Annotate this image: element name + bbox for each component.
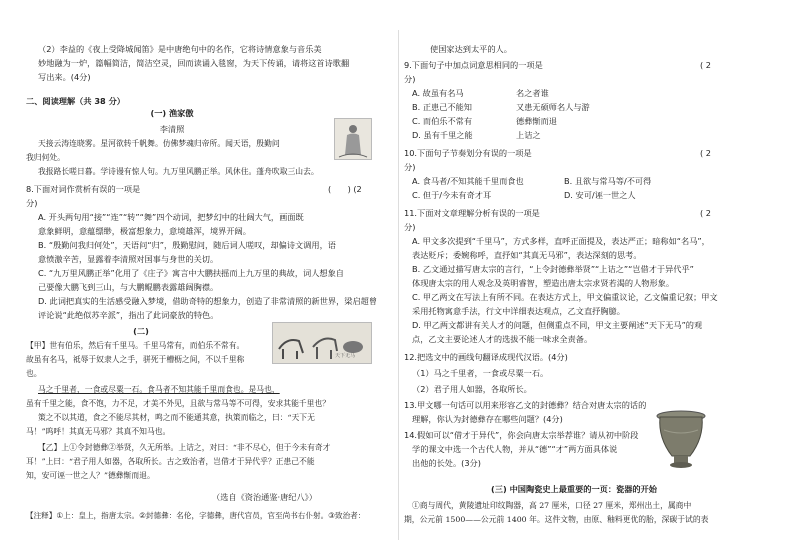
q10-score: ( 2 <box>700 148 712 158</box>
q9-score-cont: 分) <box>404 74 416 84</box>
poem-line2: 我归何处。 <box>26 153 65 162</box>
passage-a-p2-line2: 虽有千里之能，食不饱，力不足，才美不外见，且欲与常马等不可得，安求其能千里也？ <box>26 399 331 408</box>
sub2-heading: (二) <box>133 326 149 336</box>
poem-line1: 天接云涛连晓雾。星河欲转千帆舞。仿佛梦魂归帝所。闻天语，殷勤问 <box>38 139 280 148</box>
note-continuation: 使国家达到太平的人。 <box>430 44 512 54</box>
passage-a-p1-line2: 故虽有名马，祗辱于奴隶人之手，骈死于槽枥之间，不以千里称 <box>26 355 245 364</box>
q8-option-d-line2: 评论说“此绝似苏辛派”，指出了此词豪放的特色。 <box>38 310 219 320</box>
q11-option-b-line2: 体现唐太宗的用人观念及英明睿智，塑造出唐太宗求贤若渴的人物形象。 <box>412 278 675 288</box>
q11-score: ( 2 <box>700 208 712 218</box>
poem-line3: 我报路长嗟日暮。学诗谩有惊人句。九万里风鹏正举。风休住。蓬舟吹取三山去。 <box>38 167 319 176</box>
passage-a-p1-line3: 也。 <box>26 369 42 378</box>
q8-score-cont: 分) <box>26 198 38 208</box>
q12-item1: （1）马之千里者，一食或尽粟一石。 <box>412 368 549 378</box>
q10-option-c: C. 但于/今未有奇才耳 <box>412 190 492 200</box>
passage-b-line2: 耳！”上曰：“君子用人如器，各取所长。古之致治者，岂借才于异代乎？正患己不能 <box>26 457 315 466</box>
passage-a-p1-line1: 【甲】世有伯乐，然后有千里马。千里马常有，而伯乐不常有。 <box>26 341 245 350</box>
passage-b-line1: 【乙】上①令封德彝②举贤，久无所举。上诘之，对曰：“非不尽心，但于今未有奇才 <box>38 443 331 452</box>
q10-option-d: D. 安可/诬一世之人 <box>564 190 636 200</box>
sub3-heading: (三) 中国陶瓷史上最重要的一页：瓷器的开始 <box>491 484 657 494</box>
passage-a-p2-line3: 策之不以其道，食之不能尽其材，鸣之而不能通其意，执策而临之，曰：“天下无 <box>38 413 315 422</box>
q13-line1: 13.甲文哪一句话可以用来形容乙文的封德彝？结合对唐太宗的话的 <box>404 400 647 410</box>
q10-option-b: B. 且欲与常马等/不可得 <box>564 176 652 186</box>
q9-option-c-left: C. 而伯乐不常有 <box>412 116 473 126</box>
q8-option-b-line1: B. “殷勤问我归何处”，天语问“归”，殷勤慰问，随后词人嗟叹，却偏诗文调用，语 <box>38 240 336 250</box>
q8-option-a-line1: A. 开头两句用“接”“连”“转”“舞”四个动词，把梦幻中的壮阔大气，画面既 <box>38 212 304 222</box>
q7-line2: 妙地融为一炉，篇幅简洁，简洁空灵，回而读诵入毯窗，为天下传诵，请将这首诗歌翻 <box>38 58 350 68</box>
q9-option-a-right: 名之者谁 <box>516 88 549 98</box>
horse-painting <box>272 322 372 364</box>
q10-score-cont: 分) <box>404 162 416 172</box>
section3-line2: 期，公元前 1500——公元前 1400 年。这件文物，由原、釉料更优的胎，深碳于试的表 <box>404 515 709 524</box>
q9-option-b-right: 又患无硕师名人与游 <box>516 102 590 112</box>
left-column <box>12 0 392 560</box>
q8-option-c-line2: 己要像大鹏飞到三山，与大鹏鲲鹏表露雄阔胸襟。 <box>38 282 219 292</box>
q12-item2: （2）君子用人如器，各取所长。 <box>412 384 532 394</box>
pottery-vessel-image <box>652 408 710 470</box>
q13-line2: 理解，你认为封德彝存在哪些问题？(4分) <box>412 414 563 424</box>
sub1-heading: (一) 渔家傲 <box>150 108 194 118</box>
passage-a-p2-line1: 马之千里者，一食或尽粟一石。食马者不知其能千里而食也。是马也， <box>38 385 280 394</box>
q10-stem: 10.下面句子节奏划分有误的一项是 <box>404 148 532 158</box>
q9-stem: 9.下面句子中加点词意思相同的一项是 <box>404 60 543 70</box>
q14-line3: 出他的长处。(3分) <box>412 458 481 468</box>
q10-option-a: A. 食马者/不知其能千里而食也 <box>412 176 524 186</box>
passage-source: （选自《资治通鉴·唐纪八》） <box>212 492 317 502</box>
column-divider <box>398 30 399 540</box>
q12-stem: 12.把选文中的画线句翻译成现代汉语。(4分) <box>404 352 568 362</box>
right-column <box>404 0 784 560</box>
section3-line1: ①商与周代，黄陵遗址印纹陶器，高 27 厘米，口径 27 厘米，郑州出土，属商中 <box>412 501 692 510</box>
q9-option-d-right: 上诘之 <box>516 130 541 140</box>
q11-option-d-line1: D. 甲乙两文都讲有关人才的问题，但侧重点不同，甲文主要阐述“天下无马”的观 <box>412 320 703 330</box>
q11-stem: 11.下面对文章理解分析有误的一项是 <box>404 208 540 218</box>
q11-option-c-line1: C. 甲乙两文在写法上有所不同。在表达方式上，甲文偏重议论，乙文偏重记叙；甲文 <box>412 292 718 302</box>
section2-heading: 二、阅读理解（共 38 分） <box>26 96 125 106</box>
q8-stem: 8.下面对词作赏析有误的一项是 <box>26 184 141 194</box>
poet-illustration <box>334 118 372 160</box>
q11-option-c-line2: 采用托物寓意手法，行文中详细表达观点，乙文直抒胸臆。 <box>412 306 625 316</box>
q9-option-a-left: A. 故虽有名马 <box>412 88 464 98</box>
passage-notes: 【注释】①上：皇上，指唐太宗。②封德彝：名伦，字德彝，唐代官员，官至尚书右仆射。③致治者： <box>26 511 366 520</box>
q11-score-cont: 分) <box>404 222 416 232</box>
q9-option-b-left: B. 正患己不能知 <box>412 102 472 112</box>
q11-option-b-line1: B. 乙文通过描写唐太宗的言行，“上令封德彝举贤”“上诘之”“岂借才于异代乎” <box>412 264 694 274</box>
passage-a-p2-line4: 马！”呜呼！其真无马邪？其真不知马也。 <box>26 427 171 436</box>
q8-option-d-line1: D. 此词把真实的生活感受融入梦境，借助奇特的想象力，创造了非常清照的新世界，梁启超曾 <box>38 296 378 306</box>
q7-line1: （2）李益的《夜上受降城闻笛》是中唐绝句中的名作，它将诗情意象与音乐美 <box>38 44 322 54</box>
q9-option-d-left: D. 虽有千里之能 <box>412 130 473 140</box>
q7-line3: 写出来。(4分) <box>38 72 91 82</box>
q11-option-d-line2: 点，乙文主要论述人才的选拔不能一味求全责备。 <box>412 334 593 344</box>
q11-option-a-line2: 表达贬斥；委婉称呼，直抒如“其真无马邪”，表达深刻的思考。 <box>412 250 642 260</box>
q8-option-c-line1: C. “九万里风鹏正举”化用了《庄子》寓言中大鹏扶摇而上九万里的典故，词人想象自 <box>38 268 344 278</box>
q11-option-a-line1: A. 甲文多次提到“千里马”，方式多样，直呼正面提及，表达严正；暗称如“名马”， <box>412 236 710 246</box>
q14-line1: 14.假如可以“借才于异代”，你会向唐太宗举荐谁？请从初中阶段 <box>404 430 639 440</box>
q9-score: ( 2 <box>700 60 712 70</box>
q9-option-c-right: 德彝惭而退 <box>516 116 557 126</box>
passage-b-line3: 知，安可诬一世之人？”德彝惭而退。 <box>26 471 155 480</box>
horse-painting-caption: 天下无马 <box>335 353 356 359</box>
q8-option-a-line2: 意象鲜明，意蕴缥缈，极富想象力，意境雄浑，境界开阔。 <box>38 226 251 236</box>
q8-option-b-line2: 意愤激辛苦，显露着李清照对国事与身世的关切。 <box>38 254 219 264</box>
q14-line2: 学的课文中选一个古代人物，并从“德”“才”两方面具体说 <box>412 444 618 454</box>
q8-score: ( ) (2 <box>328 184 362 194</box>
poem-author: 李清照 <box>159 124 185 134</box>
